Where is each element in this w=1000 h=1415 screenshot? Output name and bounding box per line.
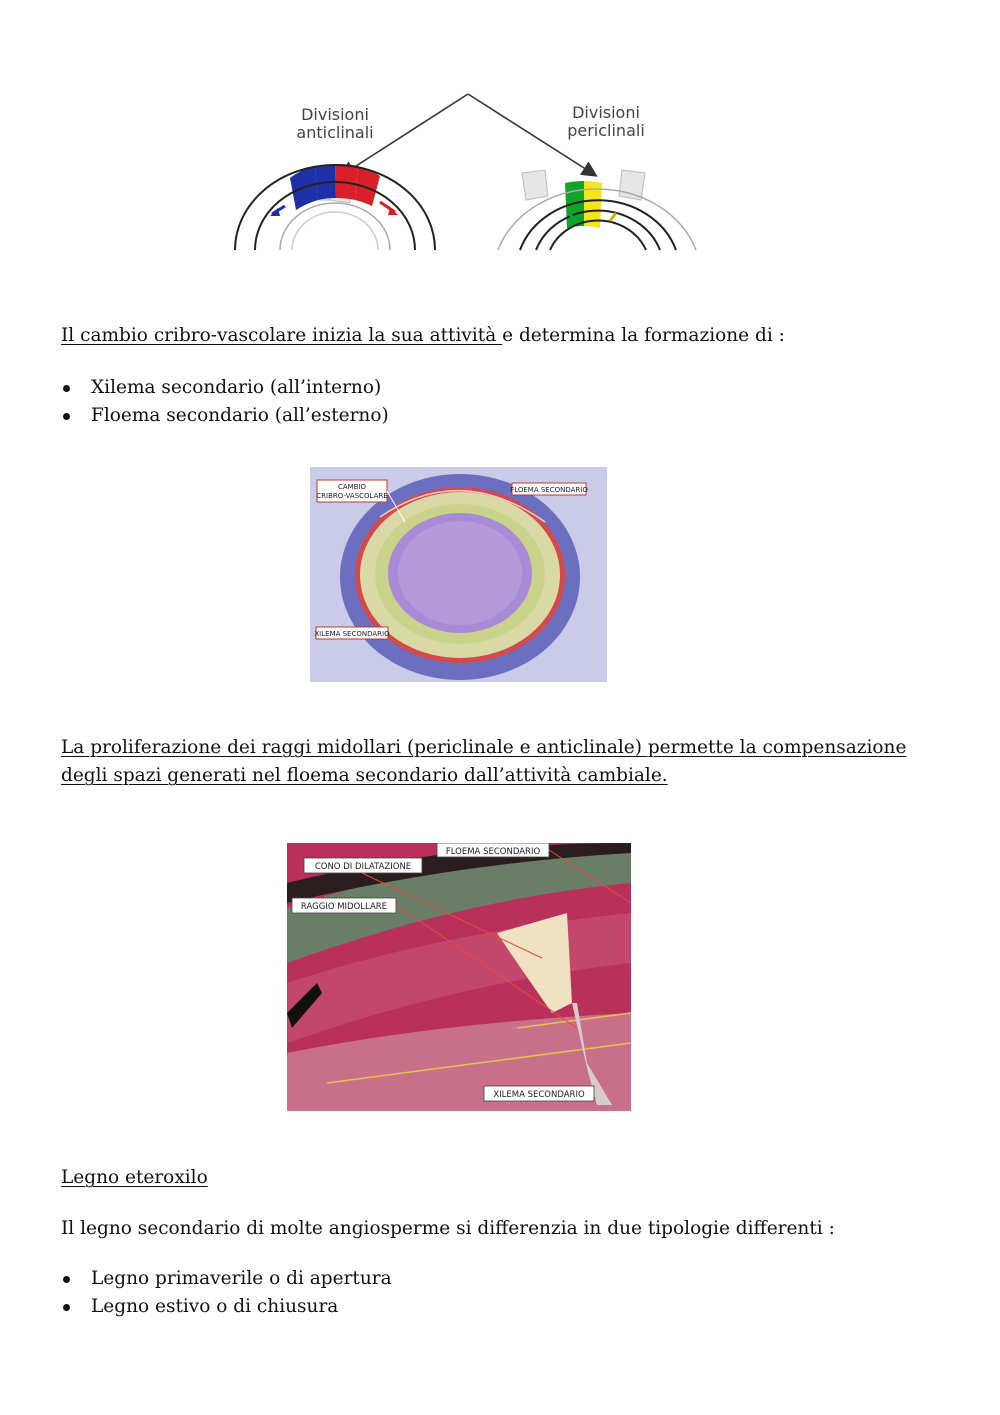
division-diagram — [230, 88, 705, 258]
section-heading-legno-eteroxilo: Legno eteroxilo — [61, 1167, 208, 1188]
dilatation-cone-image — [287, 843, 631, 1111]
label-floema-secondario: FLOEMA SECONDARIO — [510, 486, 588, 494]
label-raggio-midollare: RAGGIO MIDOLLARE — [300, 902, 388, 912]
list-item: Legno estivo o di chiusura — [61, 1293, 392, 1321]
anticlinal-rings — [235, 164, 435, 250]
label-cambio-1: CAMBIO — [337, 483, 367, 491]
list-item: Xilema secondario (all’interno) — [61, 374, 389, 402]
tissue-list — [61, 374, 389, 430]
label-anticlinali-2: anticlinali — [296, 123, 374, 142]
label-periclinali-1: Divisioni — [572, 103, 640, 122]
paragraph-cambio-rest: e determina la formazione di : — [502, 325, 785, 346]
label-xilema-secondario: XILEMA SECONDARIO — [314, 630, 390, 638]
label-floema-secondario-2: FLOEMA SECONDARIO — [445, 847, 541, 857]
paragraph-cambio-underlined: Il cambio cribro-vascolare inizia la sua attività — [61, 325, 503, 346]
wood-types-list — [61, 1265, 392, 1321]
list-item: Floema secondario (all’esterno) — [61, 402, 389, 430]
paragraph-legno: Il legno secondario di molte angiosperme si differenzia in due tipologie differenti : — [61, 1218, 835, 1239]
label-cono-dilatazione: CONO DI DILATAZIONE — [314, 862, 412, 872]
paragraph-raggi-line1: La proliferazione dei raggi midollari (periclinale e anticlinale) permette la compensazione — [61, 737, 907, 758]
paragraph-raggi — [61, 734, 906, 790]
label-anticlinali-1: Divisioni — [301, 105, 369, 124]
label-periclinali-2: periclinali — [567, 121, 645, 140]
paragraph-raggi-line2: degli spazi generati nel floema secondario dall’attività cambiale. — [61, 765, 668, 786]
periclinal-rings — [498, 170, 696, 250]
label-cambio-2: CRIBRO-VASCOLARE — [316, 492, 388, 500]
stem-cross-section-image — [310, 467, 607, 682]
label-xilema-secondario-2: XILEMA SECONDARIO — [493, 1090, 585, 1100]
list-item: Legno primaverile o di apertura — [61, 1265, 392, 1293]
paragraph-cambio — [61, 322, 785, 350]
